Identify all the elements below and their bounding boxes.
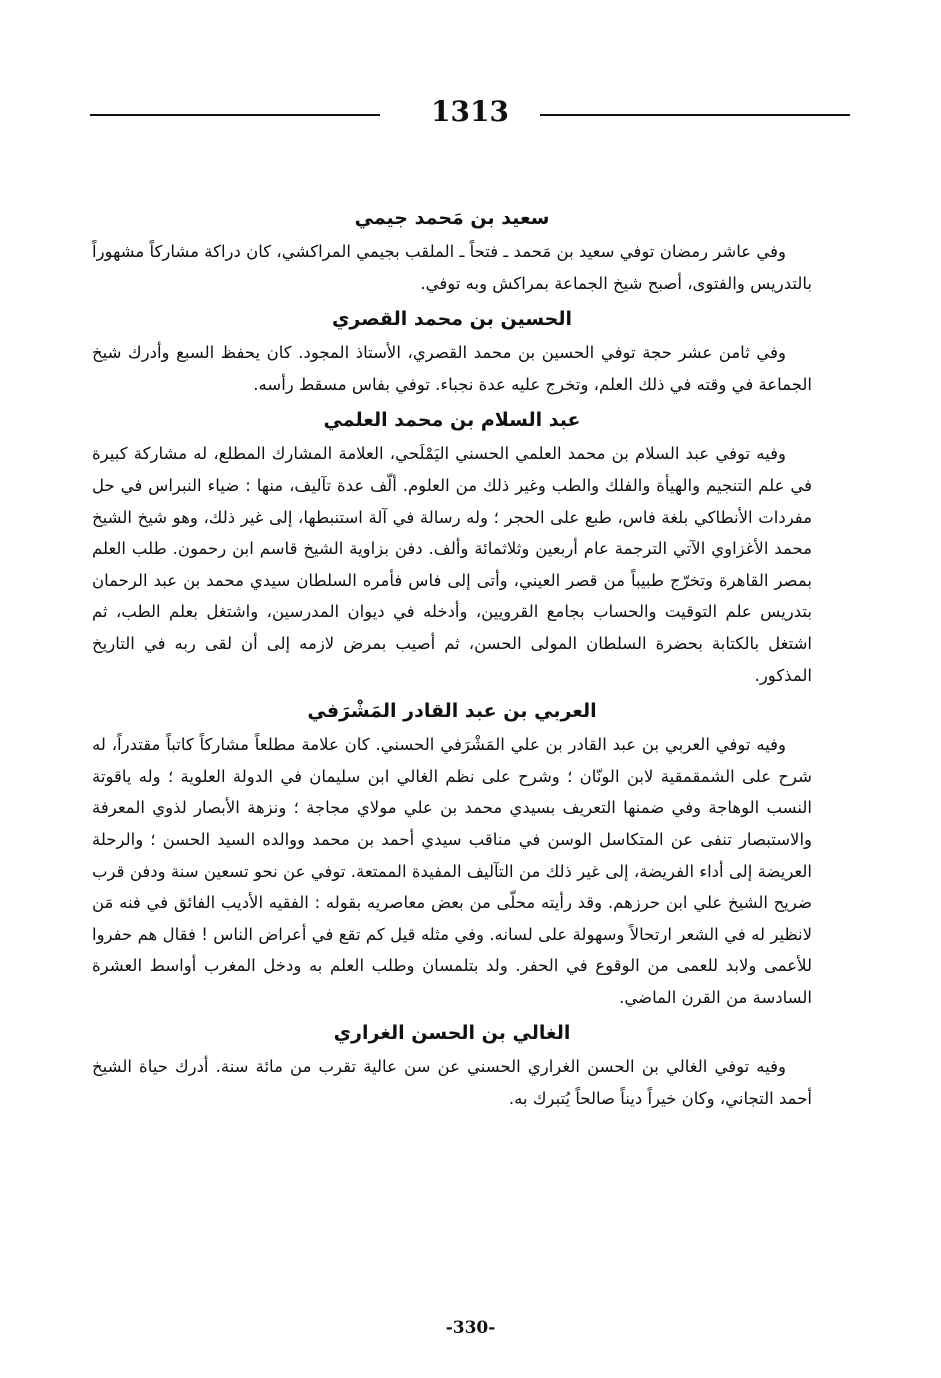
entry-title: سعيد بن مَحمد جيمي	[354, 207, 550, 229]
page-header	[90, 92, 850, 132]
page-content	[92, 198, 812, 1115]
page-number: 1313	[431, 95, 509, 128]
entry-title: العربي بن عبد القادر المَشْرَفي	[307, 700, 597, 723]
page-footer-number: -330-	[445, 1318, 496, 1338]
entry-body: وفيه توفي الغالي بن الحسن الغراري الحسني عن سن عالية تقرب من مائة سنة. أدرك حياة الشيخ أحمد التجاني، وكان خيراً ديناً صالحاً يُتبرك به.	[92, 1057, 812, 1109]
entry-body: وفيه توفي عبد السلام بن محمد العلمي الحسني اليَمْلَحي، العلامة المشارك المطلع، له مشاركة كبيرة في علم التنجيم والهيأة والفلك والطب وغير ذلك من العلوم. ألّف عدة تآليف، منها : ضياء النبراس في حل مفردات الأنطاكي بلغة فاس، طبع على الحجر ؛ وله رسالة في آلة استنبطها، إلى غير ذلك، وهو شيخ الشيخ محمد الأغزاوي الآتي الترجمة عام أربعين وثلاثمائة وألف. دفن بزاوية الشيخ قاسم ابن رحمون. طلب العلم بمصر القاهرة وتخرّج طبيباً من قصر العيني، وأتى إلى فاس فأمره السلطان سيدي محمد بن عبد الرحمان بتدريس علم التوقيت والحساب بجامع القرويين، وأدخله في ديوان المدرسين، واشتغل بعلم الطب، ثم اشتغل بالكتابة بحضرة السلطان المولى الحسن، ثم أصيب بمرض لازمه إلى أن لقى ربه في التاريخ المذكور.	[92, 444, 812, 685]
entry-body: وفي عاشر رمضان توفي سعيد بن مَحمد ـ فتحاً ـ الملقب بجيمي المراكشي، كان دراكة مشاركاً مشهوراً بالتدريس والفتوى، أصبح شيخ الجماعة بمراكش وبه توفي.	[92, 242, 812, 293]
entry-title: الحسين بن محمد القصري	[331, 308, 573, 331]
entry-body: وفي ثامن عشر حجة توفي الحسين بن محمد القصري، الأستاذ المجود. كان يحفظ السبع وأدرك شيخ الجماعة في وقته في ذلك العلم، وتخرج عليه عدة نجباء. توفي بفاس مسقط رأسه.	[92, 343, 812, 394]
header-rule-right	[540, 114, 850, 116]
entry-body: وفيه توفي العربي بن عبد القادر بن علي المَشْرَفي الحسني. كان علامة مطلعاً مشاركاً كاتباً مقتدراً، له شرح على الشمقمقية لابن الونّان ؛ وشرح على نظم الغالي ابن سليمان في الدولة العلوية ؛ وله ياقوتة النسب الوهاجة وفي ضمنها التعريف بسيدي محمد بن علي مولاي مجاجة ؛ ونزهة الأبصار لذوي المعرفة والاستبصار تنفى عن المتكاسل الوسن في مناقب سيدي أحمد بن محمد ووالده السيد الحسن ؛ والرحلة العريضة إلى أداء الفريضة، إلى غير ذلك من التآليف المفيدة الممتعة. توفي عن نحو تسعين سنة ودفن قرب ضريح الشيخ علي ابن حرزهم. وقد رأيته محلّى من بعض معاصريه بقوله : الفقيه الأديب الفائق في فنه مَن لانظير له في الشعر ارتحالاً وسهولة على لسانه. وفي مثله قيل كم تقع في أعراض الناس ! فقال هم حفروا للأعمى ولابد للعمى من الوقوع في الحفر. ولد بتلمسان وطلب العلم به ودخل المغرب أواسط العشرة السادسة من القرن الماضي.	[92, 735, 812, 1007]
header-rule-left	[90, 114, 380, 116]
entry-title: الغالي بن الحسن الغراري	[333, 1022, 571, 1045]
entry-title: عبد السلام بن محمد العلمي	[323, 409, 581, 432]
